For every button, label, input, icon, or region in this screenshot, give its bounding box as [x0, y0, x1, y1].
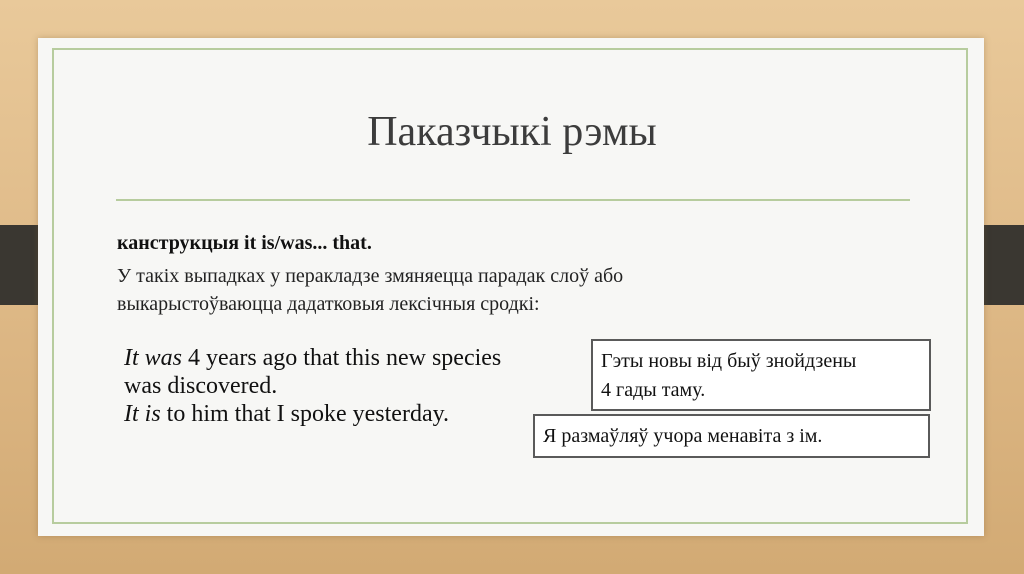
body-text — [117, 262, 817, 318]
example-line-1-rest: 4 years ago that this new species — [182, 345, 502, 371]
example-line-2: was discovered. — [124, 373, 278, 399]
body-line-2: выкарыстоўваюцца дадатковыя лексічныя сродкі: — [117, 293, 540, 315]
translation-box-1 — [591, 339, 931, 411]
example-line-3 — [124, 400, 501, 428]
example-line-1 — [124, 344, 501, 372]
translation-1-line-2: 4 гады таму. — [601, 379, 706, 401]
slide-title: Паказчыкі рэмы — [367, 109, 657, 155]
english-examples — [124, 344, 501, 428]
translation-2-text: Я размаўляў учора менавіта з ім. — [543, 425, 823, 447]
example-line-3-rest: to him that I spoke yesterday. — [160, 401, 450, 427]
body-line-1: У такіх выпадках у перакладзе змяняецца парадак слоў або — [117, 265, 624, 287]
translation-1-line-1: Гэты новы від быў знойдзены — [601, 350, 857, 372]
title-divider — [116, 199, 910, 201]
translation-box-2 — [533, 414, 930, 458]
example-line-1-italic: It was — [124, 345, 183, 371]
example-line-3-italic: It is — [124, 401, 161, 427]
construction-heading: канструкцыя it is/was... that. — [117, 232, 372, 254]
